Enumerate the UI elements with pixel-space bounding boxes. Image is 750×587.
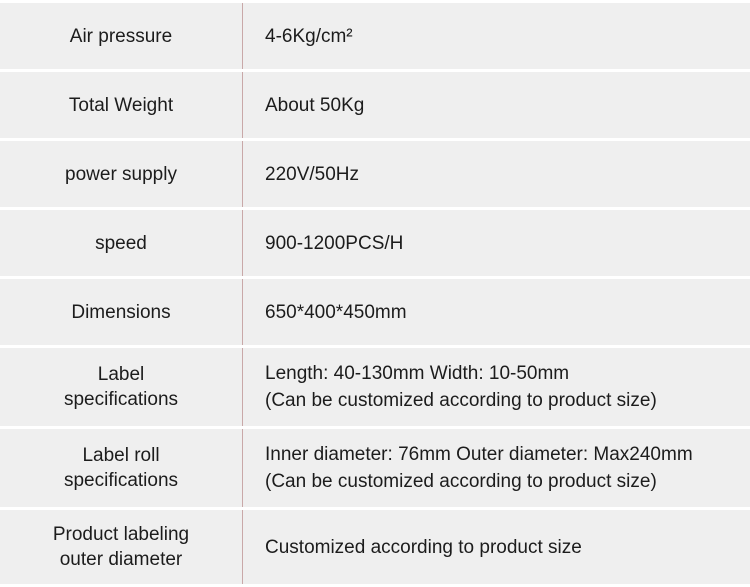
spec-value-line: About 50Kg (265, 94, 365, 116)
spec-value-cell (243, 279, 750, 345)
spec-label-line: power supply (65, 163, 177, 185)
spec-label-cell (0, 348, 243, 426)
spec-value-cell (243, 510, 750, 584)
spec-value-cell (243, 429, 750, 507)
spec-value-line: 900-1200PCS/H (265, 232, 404, 254)
spec-label-line: speed (95, 232, 147, 254)
spec-label-line: Dimensions (71, 301, 171, 323)
spec-label-line: Label roll (82, 445, 160, 466)
spec-value-note: (Can be customized according to product size) (265, 390, 657, 411)
spec-label-line: Label (97, 364, 145, 385)
table-row (0, 429, 750, 507)
spec-value-line: 650*400*450mm (265, 301, 407, 323)
spec-value-cell (243, 3, 750, 69)
spec-label-line: specifications (63, 470, 179, 491)
spec-label-line: specifications (63, 389, 179, 410)
spec-label-cell (0, 210, 243, 276)
table-row (0, 3, 750, 69)
spec-label-cell (0, 3, 243, 69)
spec-label-line: Product labeling (52, 524, 190, 545)
spec-label-cell (0, 72, 243, 138)
spec-value-cell (243, 210, 750, 276)
spec-label-line: Total Weight (68, 94, 174, 116)
table-row (0, 348, 750, 426)
specifications-table-body (0, 3, 750, 584)
spec-value-cell (243, 72, 750, 138)
spec-label-cell (0, 510, 243, 584)
spec-value-line: 220V/50Hz (265, 163, 360, 185)
spec-label-line: Air pressure (69, 25, 173, 47)
spec-label-cell (0, 279, 243, 345)
spec-value-line: Length: 40-130mm Width: 10-50mm (265, 363, 570, 384)
spec-value-note: (Can be customized according to product size) (265, 471, 657, 492)
table-row (0, 279, 750, 345)
table-row (0, 72, 750, 138)
spec-value-cell (243, 348, 750, 426)
table-row (0, 210, 750, 276)
table-row (0, 510, 750, 584)
spec-value-line: Customized according to product size (265, 536, 582, 558)
spec-label-line: outer diameter (59, 549, 183, 570)
spec-value-line: 4-6Kg/cm² (265, 25, 353, 47)
spec-value-line: Inner diameter: 76mm Outer diameter: Max240mm (265, 444, 693, 465)
table-row (0, 141, 750, 207)
spec-value-cell (243, 141, 750, 207)
spec-label-cell (0, 429, 243, 507)
spec-label-cell (0, 141, 243, 207)
